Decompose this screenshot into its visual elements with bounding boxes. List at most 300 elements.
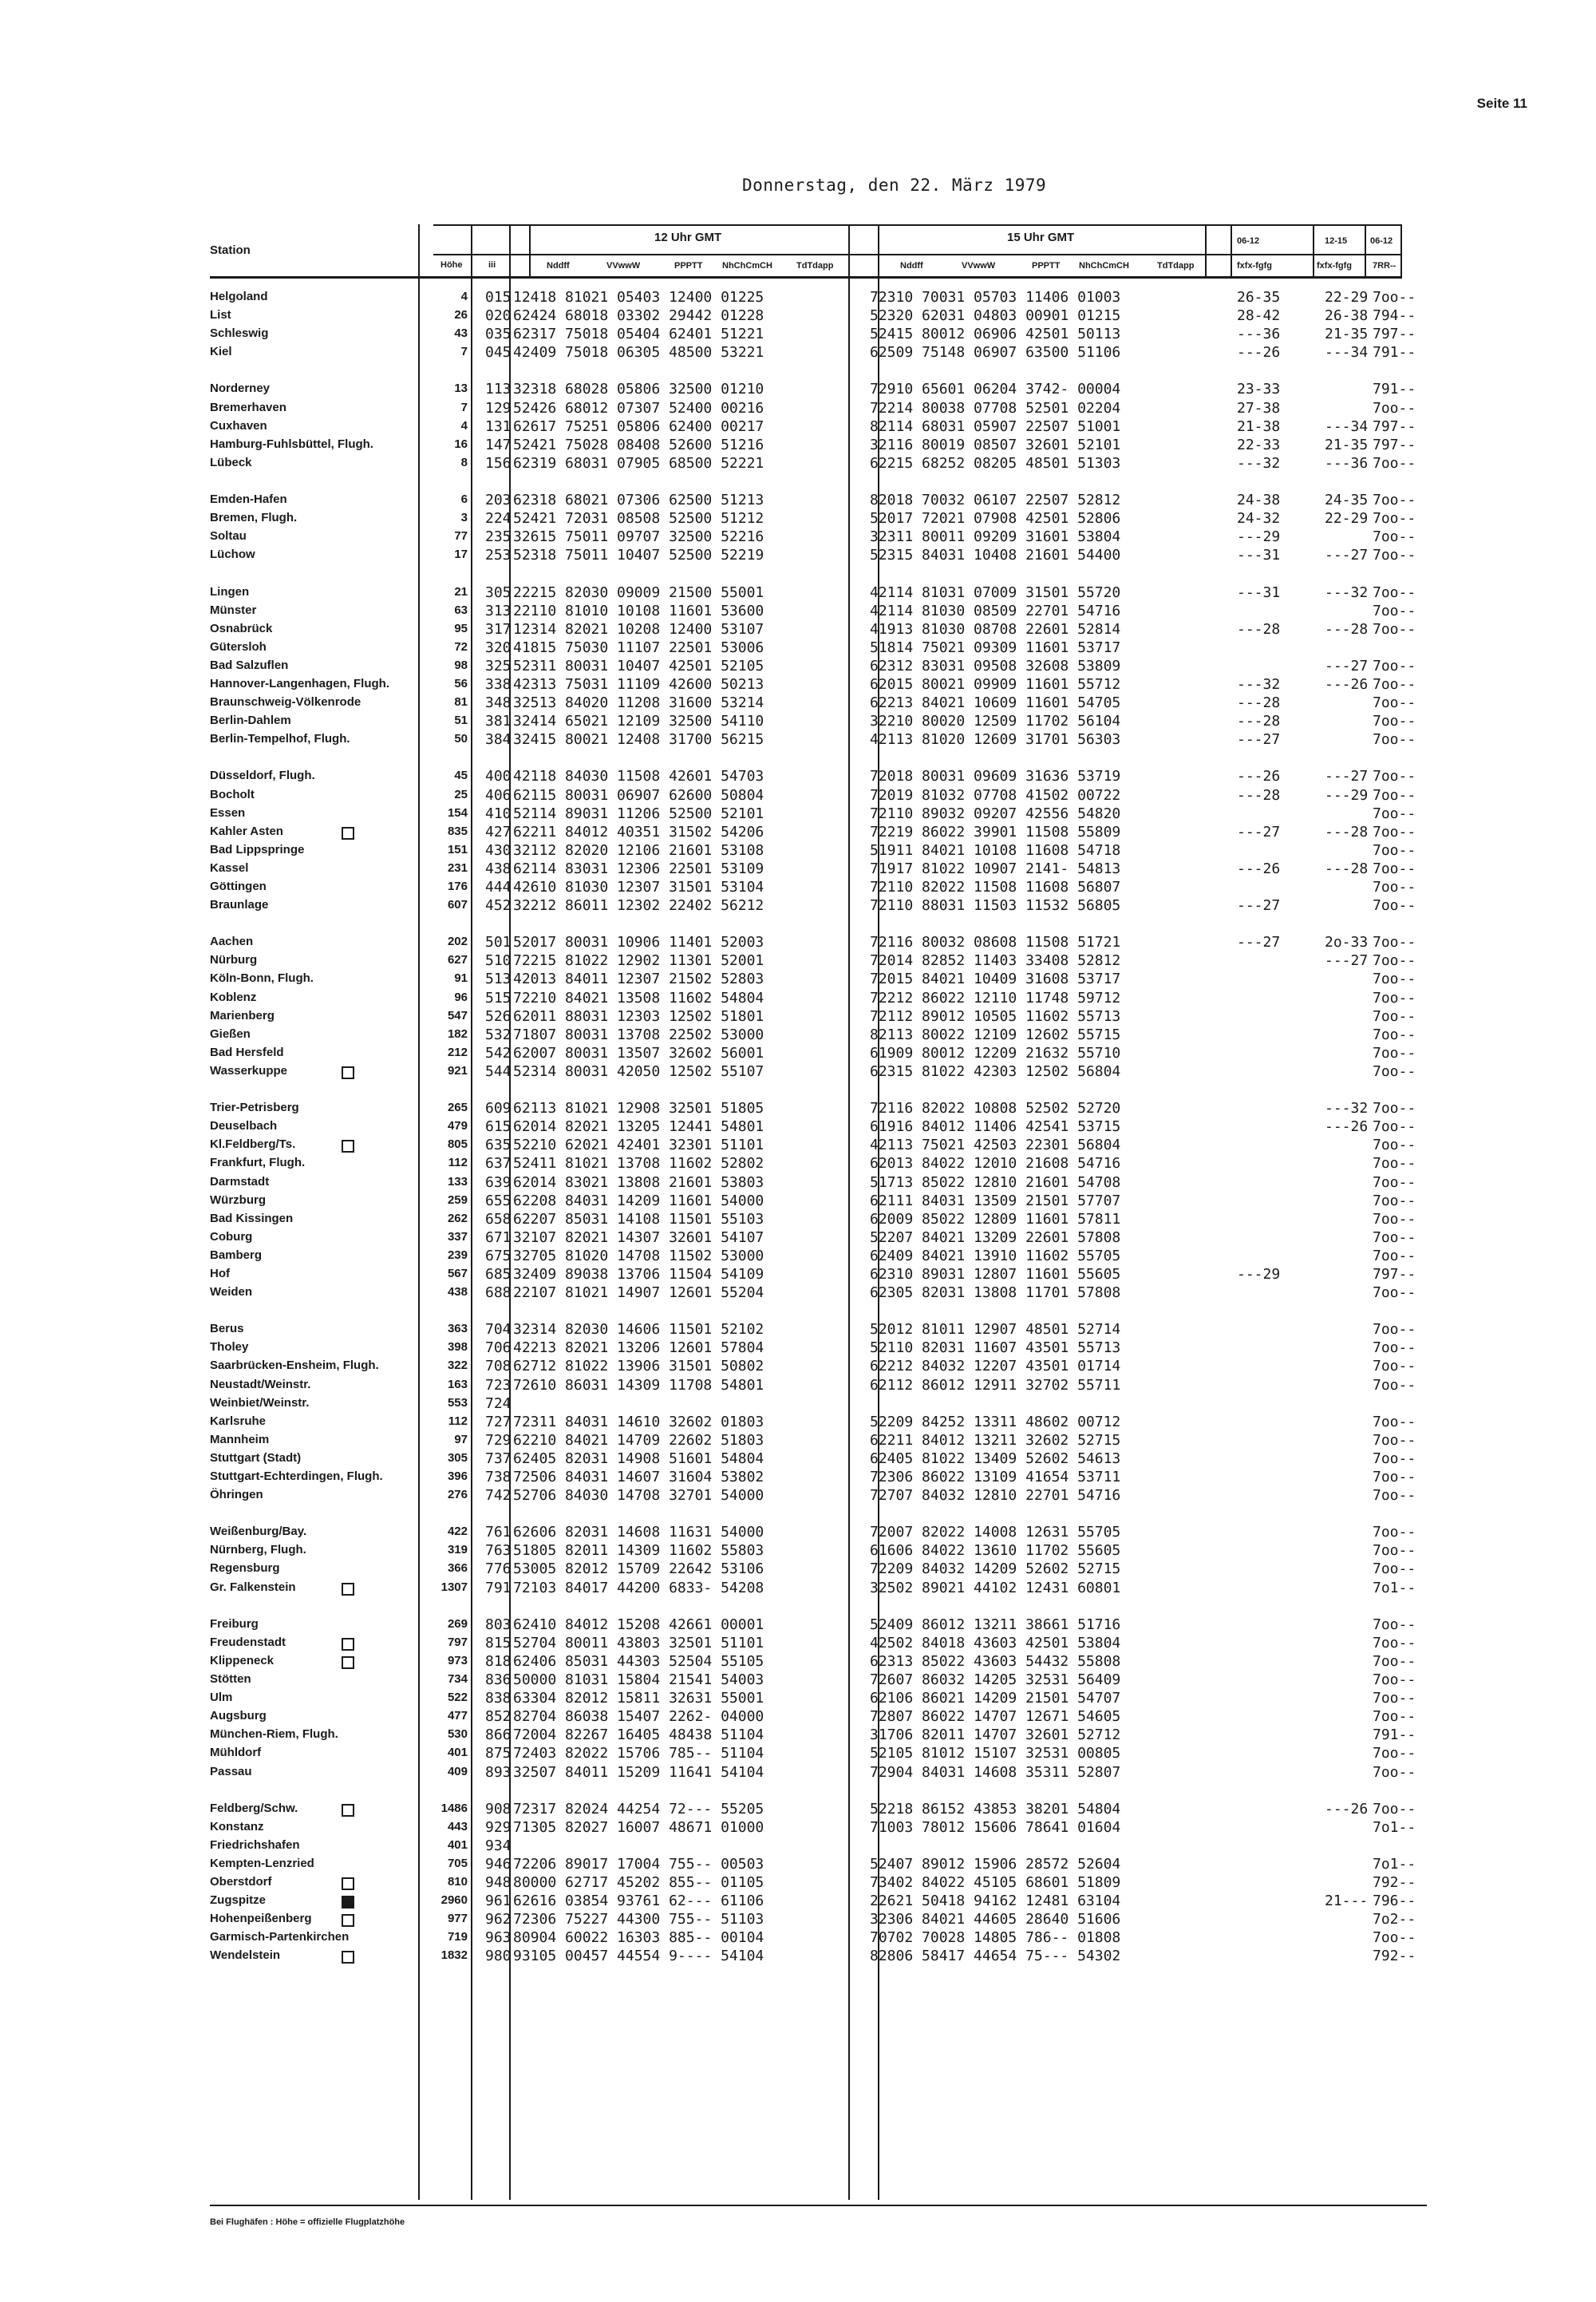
obs-12utc: 62113 81021 12908 32501 51805 — [513, 1100, 764, 1117]
table-row — [0, 1432, 1596, 1450]
obs-12utc: 32507 84011 15209 11641 54104 — [513, 1763, 764, 1781]
table-row — [0, 547, 1596, 565]
group-spacer — [0, 750, 1596, 768]
obs-12utc: 62617 75251 05806 62400 00217 — [513, 417, 764, 435]
station-iii: 113 — [485, 381, 512, 398]
precip-06-12: 7oo-- — [1373, 657, 1416, 674]
iii-column-header: iii — [488, 260, 496, 270]
gmt15-header: 15 Uhr GMT — [1007, 231, 1075, 244]
obs-12utc: 62616 03854 93761 62--- 61106 — [513, 1893, 764, 1910]
station-height: 705 — [447, 1856, 468, 1870]
table-row — [0, 1708, 1596, 1726]
obs-15utc: 72116 82022 10808 52502 52720 — [870, 1100, 1121, 1117]
precip-06-12: 7o1-- — [1373, 1855, 1416, 1873]
table-row — [0, 1450, 1596, 1469]
station-height: 98 — [454, 658, 468, 672]
open-square-icon — [342, 827, 354, 840]
precip-06-12: 7oo-- — [1373, 823, 1416, 841]
obs-12utc: 51805 82011 14309 11602 55803 — [513, 1542, 764, 1560]
station-name: Bad Hersfeld — [210, 1045, 284, 1059]
station-height: 319 — [447, 1543, 468, 1557]
gust-12-15: ---28 — [1325, 823, 1369, 841]
table-row — [0, 879, 1596, 897]
obs-15utc: 52320 62031 04803 00901 01215 — [870, 307, 1121, 325]
station-name: Berlin-Dahlem — [210, 714, 291, 728]
gust-12-15: 22-29 — [1325, 289, 1369, 306]
document-date: Donnerstag, den 22. März 1979 — [742, 176, 1047, 195]
obs-15utc: 52110 82031 11607 43501 55713 — [870, 1339, 1121, 1357]
table-row — [0, 1745, 1596, 1763]
station-name: Bad Kissingen — [210, 1211, 294, 1225]
station-iii: 513 — [485, 971, 512, 988]
table-row — [0, 787, 1596, 805]
station-height: 112 — [448, 1156, 468, 1170]
obs-12utc: 71305 82027 16007 48671 01000 — [513, 1818, 764, 1836]
station-height: 16 — [454, 437, 468, 451]
station-iii: 542 — [485, 1044, 512, 1062]
gust-12-15: 24-35 — [1325, 492, 1369, 509]
table-row — [0, 1690, 1596, 1708]
station-iii: 635 — [485, 1137, 512, 1154]
obs-15utc: 52407 89012 15906 28572 52604 — [870, 1855, 1121, 1873]
station-name: List — [210, 308, 231, 322]
gmt15-sub-3: PPPTT — [1032, 261, 1061, 271]
precip-06-12: 791-- — [1373, 1726, 1416, 1744]
rule-right-edge — [1400, 224, 1402, 279]
station-table — [0, 289, 1596, 1967]
station-iii: 852 — [485, 1708, 512, 1726]
gust-12-15: 22-29 — [1325, 510, 1369, 528]
obs-15utc: 72910 65601 06204 3742- 00004 — [870, 381, 1121, 398]
gust-06-12: 27-38 — [1237, 399, 1281, 417]
obs-12utc: 62712 81022 13906 31501 50802 — [513, 1358, 764, 1375]
obs-12utc: 72215 81022 12902 11301 52001 — [513, 952, 764, 970]
obs-15utc: 62213 84021 10609 11601 54705 — [870, 694, 1121, 712]
obs-12utc: 72306 75227 44300 755-- 51103 — [513, 1911, 764, 1928]
station-height: 269 — [447, 1616, 468, 1631]
precip-06-12: 7oo-- — [1373, 1100, 1416, 1117]
open-square-icon — [342, 1804, 354, 1817]
obs-15utc: 42114 81031 07009 31501 55720 — [870, 583, 1121, 601]
obs-15utc: 62315 81022 42303 12502 56804 — [870, 1062, 1121, 1080]
station-iii: 866 — [485, 1726, 512, 1744]
station-height: 72 — [454, 639, 468, 654]
station-iii: 761 — [485, 1524, 512, 1541]
obs-15utc: 62310 89031 12807 11601 55605 — [870, 1265, 1121, 1283]
obs-12utc: 52311 80031 10407 42501 52105 — [513, 657, 764, 674]
station-name: Gr. Falkenstein — [210, 1580, 296, 1594]
gust-06-12: 26-35 — [1237, 289, 1281, 306]
station-name: Stuttgart-Echterdingen, Flugh. — [210, 1469, 383, 1483]
gust-12-15: ---26 — [1325, 1118, 1369, 1136]
station-iii: 348 — [485, 694, 512, 712]
obs-15utc: 52218 86152 43853 38201 54804 — [870, 1800, 1121, 1817]
station-height: 443 — [447, 1819, 468, 1833]
gust-12-15: 2o-33 — [1325, 934, 1369, 951]
obs-12utc: 50000 81031 15804 21541 54003 — [513, 1671, 764, 1689]
table-row — [0, 1395, 1596, 1414]
station-iii: 815 — [485, 1634, 512, 1651]
obs-15utc: 62409 84021 13910 11602 55705 — [870, 1247, 1121, 1264]
obs-15utc: 62212 84032 12207 43501 01714 — [870, 1358, 1121, 1375]
precip-06-12: 7oo-- — [1373, 1044, 1416, 1062]
station-height: 151 — [447, 842, 468, 856]
gust-12-15: ---27 — [1325, 657, 1369, 674]
obs-15utc: 62112 86012 12911 32702 55711 — [870, 1376, 1121, 1394]
obs-15utc: 82113 80022 12109 12602 55715 — [870, 1026, 1121, 1043]
gust-06-12: ---28 — [1237, 713, 1281, 730]
table-row — [0, 1560, 1596, 1579]
station-iii: 338 — [485, 675, 512, 693]
precip-06-12: 7oo-- — [1373, 1652, 1416, 1670]
station-name: Saarbrücken-Ensheim, Flugh. — [210, 1359, 379, 1373]
gmt12-sub-4: NhChCmCH — [722, 261, 772, 271]
station-name: Osnabrück — [210, 621, 273, 635]
precip-06-12: 7oo-- — [1373, 1247, 1416, 1264]
obs-12utc: 22107 81021 14907 12601 55204 — [513, 1284, 764, 1302]
footer-rule — [210, 2205, 1427, 2206]
table-row — [0, 694, 1596, 713]
table-row — [0, 1026, 1596, 1045]
station-iii: 406 — [485, 786, 512, 804]
precip-06-12: 7oo-- — [1373, 492, 1416, 509]
gust-06-12: ---31 — [1237, 583, 1281, 601]
group-spacer — [0, 565, 1596, 583]
station-iii: 818 — [485, 1652, 512, 1670]
table-row — [0, 676, 1596, 694]
open-square-icon — [342, 1638, 354, 1651]
gust-06-12: 24-32 — [1237, 510, 1281, 528]
station-iii: 723 — [485, 1376, 512, 1394]
station-height: 51 — [454, 714, 468, 728]
table-row — [0, 1008, 1596, 1026]
obs-15utc: 62111 84031 13509 21501 57707 — [870, 1192, 1121, 1209]
obs-12utc: 32414 65021 12109 32500 54110 — [513, 713, 764, 730]
gust-12-15: 21-35 — [1325, 326, 1369, 343]
table-row — [0, 1174, 1596, 1193]
station-name: Ulm — [210, 1691, 233, 1705]
table-row — [0, 1580, 1596, 1598]
station-height: 265 — [447, 1101, 468, 1115]
table-row — [0, 584, 1596, 603]
station-height: 97 — [454, 1432, 468, 1446]
station-height: 25 — [454, 787, 468, 801]
station-height: 176 — [447, 880, 468, 893]
obs-12utc: 42409 75018 06305 48500 53221 — [513, 344, 764, 362]
rule-col-b-left — [1313, 224, 1314, 279]
obs-15utc: 82018 70032 06107 22507 52812 — [870, 492, 1121, 509]
obs-15utc: 52017 72021 07908 42501 52806 — [870, 510, 1121, 528]
precip-06-12: 7oo-- — [1373, 1228, 1416, 1246]
station-name: Mühldorf — [210, 1746, 262, 1760]
station-iii: 381 — [485, 713, 512, 730]
precip-06-12: 7oo-- — [1373, 1634, 1416, 1651]
table-row — [0, 418, 1596, 437]
obs-15utc: 72019 81032 07708 41502 00722 — [870, 786, 1121, 804]
group-spacer — [0, 1782, 1596, 1801]
precip-06-12: 7oo-- — [1373, 971, 1416, 988]
station-height: 973 — [447, 1653, 468, 1667]
precip-06-12: 7oo-- — [1373, 602, 1416, 619]
station-name: Weinbiet/Weinstr. — [210, 1395, 310, 1410]
precip-06-12: 7oo-- — [1373, 1155, 1416, 1173]
rule-col-c-left — [1365, 224, 1366, 279]
header-bottom-rule — [210, 276, 1401, 279]
obs-15utc: 42114 81030 08509 22701 54716 — [870, 602, 1121, 619]
table-row — [0, 1948, 1596, 1966]
gust-06-12: ---28 — [1237, 620, 1281, 638]
obs-15utc: 31706 82011 14707 32601 52712 — [870, 1726, 1121, 1744]
obs-15utc: 51713 85022 12810 21601 54708 — [870, 1173, 1121, 1191]
station-height: 163 — [447, 1377, 468, 1391]
table-row — [0, 1155, 1596, 1173]
table-row — [0, 510, 1596, 528]
obs-12utc: 32107 82021 14307 32601 54107 — [513, 1228, 764, 1246]
obs-15utc: 72310 70031 05703 11406 01003 — [870, 289, 1121, 306]
obs-15utc: 72607 86032 14205 32531 56409 — [870, 1671, 1121, 1689]
station-name: Garmisch-Partenkirchen — [210, 1930, 350, 1944]
station-name: Bremen, Flugh. — [210, 511, 298, 525]
precip-06-12: 7oo-- — [1373, 1469, 1416, 1485]
station-height: 133 — [447, 1174, 468, 1189]
station-iii: 131 — [485, 417, 512, 435]
gust-06-12: ---32 — [1237, 454, 1281, 472]
station-name: Schleswig — [210, 326, 269, 341]
precip-06-12: 7oo-- — [1373, 1376, 1416, 1394]
gust-12-15: 21--- — [1325, 1893, 1369, 1910]
filled-square-icon — [342, 1896, 354, 1908]
station-name: Gießen — [210, 1026, 251, 1041]
obs-12utc: 52411 81021 13708 11602 52802 — [513, 1155, 764, 1173]
gust-06-12: ---26 — [1237, 768, 1281, 785]
station-height: 6 — [460, 492, 468, 507]
obs-12utc: 42013 84011 12307 21502 52803 — [513, 971, 764, 988]
open-square-icon — [342, 1583, 354, 1596]
station-name: Mannheim — [210, 1432, 270, 1446]
obs-15utc: 42113 75021 42503 22301 56804 — [870, 1137, 1121, 1154]
open-square-icon — [342, 1656, 354, 1669]
precip-06-12: 7oo-- — [1373, 1560, 1416, 1578]
open-square-icon — [342, 1914, 354, 1927]
station-height: 231 — [447, 860, 468, 875]
table-row — [0, 1284, 1596, 1303]
obs-15utc: 61606 84022 13610 11702 55605 — [870, 1542, 1121, 1560]
obs-12utc: 62406 85031 44303 52504 55105 — [513, 1652, 764, 1670]
station-name: Helgoland — [210, 290, 268, 303]
station-name: Kassel — [210, 860, 249, 875]
station-height: 63 — [454, 603, 468, 617]
gust-12-15: ---34 — [1325, 417, 1369, 435]
obs-15utc: 62509 75148 06907 63500 51106 — [870, 344, 1121, 362]
table-row — [0, 1764, 1596, 1782]
precip-06-12: 7oo-- — [1373, 841, 1416, 859]
rule-15-right — [1205, 224, 1207, 279]
station-height: 477 — [447, 1709, 468, 1723]
station-iii: 929 — [485, 1818, 512, 1836]
header-15-box-top — [878, 224, 1205, 226]
station-name: Kl.Feldberg/Ts. — [210, 1137, 296, 1152]
station-name: Passau — [210, 1764, 252, 1778]
station-iii: 313 — [485, 602, 512, 619]
station-iii: 320 — [485, 639, 512, 656]
hoehe-column-header: Höhe — [440, 260, 463, 270]
station-height: 21 — [454, 584, 468, 599]
table-row — [0, 1358, 1596, 1376]
table-row — [0, 1524, 1596, 1542]
precip-06-12: 796-- — [1373, 1893, 1416, 1910]
station-iii: 615 — [485, 1118, 512, 1136]
obs-15utc: 32210 80020 12509 11702 56104 — [870, 713, 1121, 730]
obs-15utc: 52207 84021 13209 22601 57808 — [870, 1228, 1121, 1246]
table-row — [0, 1321, 1596, 1339]
station-name: Freudenstadt — [210, 1635, 286, 1649]
obs-12utc: 62410 84012 15208 42661 00001 — [513, 1616, 764, 1633]
precip-06-12: 7oo-- — [1373, 1542, 1416, 1560]
station-name: Weißenburg/Bay. — [210, 1525, 307, 1539]
table-row — [0, 1414, 1596, 1432]
precip-06-12: 7oo-- — [1373, 1210, 1416, 1228]
table-row — [0, 1653, 1596, 1671]
table-row — [0, 400, 1596, 418]
station-height: 4 — [460, 290, 468, 303]
station-name: Marienberg — [210, 1008, 275, 1022]
station-height: 567 — [447, 1266, 468, 1280]
precip-06-12: 7oo-- — [1373, 731, 1416, 749]
obs-12utc: 52017 80031 10906 11401 52003 — [513, 934, 764, 951]
station-name: Braunlage — [210, 898, 269, 912]
obs-12utc: 62014 82021 13205 12441 54801 — [513, 1118, 764, 1136]
obs-15utc: 72707 84032 12810 22701 54716 — [870, 1487, 1121, 1505]
obs-15utc: 52315 84031 10408 21601 54400 — [870, 547, 1121, 564]
precip-06-12: 7oo-- — [1373, 1007, 1416, 1025]
obs-12utc: 52706 84030 14708 32701 54000 — [513, 1487, 764, 1505]
obs-12utc: 42213 82021 13206 12601 57804 — [513, 1339, 764, 1357]
station-iii: 384 — [485, 731, 512, 749]
station-name: München-Riem, Flugh. — [210, 1727, 338, 1742]
table-row — [0, 344, 1596, 362]
table-row — [0, 934, 1596, 952]
station-iii: 020 — [485, 307, 512, 325]
precip-06-12: 7oo-- — [1373, 1173, 1416, 1191]
precip-06-12: 7oo-- — [1373, 879, 1416, 896]
station-name: Würzburg — [210, 1193, 266, 1207]
station-name: Oberstdorf — [210, 1875, 272, 1889]
table-row — [0, 952, 1596, 971]
station-iii: 893 — [485, 1763, 512, 1781]
col-c-subheader: 7RR-- — [1373, 261, 1396, 271]
table-row — [0, 1487, 1596, 1505]
table-row — [0, 713, 1596, 731]
station-height: 26 — [454, 308, 468, 322]
station-iii: 962 — [485, 1911, 512, 1928]
station-iii: 791 — [485, 1579, 512, 1596]
station-name: Stötten — [210, 1672, 251, 1687]
gust-12-15: ---27 — [1325, 768, 1369, 785]
gust-06-12: ---26 — [1237, 860, 1281, 877]
station-iii: 688 — [485, 1284, 512, 1302]
obs-12utc: 62318 68021 07306 62500 51213 — [513, 492, 764, 509]
station-name: Bad Lippspringe — [210, 842, 305, 856]
obs-12utc: 32212 86011 12302 22402 56212 — [513, 897, 764, 915]
gust-12-15: ---32 — [1325, 583, 1369, 601]
precip-06-12: 7oo-- — [1373, 289, 1416, 306]
obs-15utc: 62305 82031 13808 11701 57808 — [870, 1284, 1121, 1302]
gust-12-15: ---27 — [1325, 547, 1369, 564]
group-spacer — [0, 1082, 1596, 1100]
table-row — [0, 1045, 1596, 1063]
obs-15utc: 72116 80032 08608 11508 51721 — [870, 934, 1121, 951]
station-height: 409 — [447, 1764, 468, 1778]
obs-15utc: 72112 89012 10505 11602 55713 — [870, 1007, 1121, 1025]
obs-15utc: 72018 80031 09609 31636 53719 — [870, 768, 1121, 785]
obs-15utc: 52209 84252 13311 48602 00712 — [870, 1413, 1121, 1430]
gust-06-12: 21-38 — [1237, 417, 1281, 435]
station-height: 422 — [447, 1525, 468, 1539]
gmt15-sub-4: NhChCmCH — [1079, 261, 1129, 271]
station-height: 553 — [447, 1395, 468, 1410]
station-iii: 203 — [485, 492, 512, 509]
gust-06-12: ---29 — [1237, 1265, 1281, 1283]
obs-15utc: 72306 86022 13109 41654 53711 — [870, 1469, 1121, 1485]
station-iii: 836 — [485, 1671, 512, 1689]
station-height: 50 — [454, 732, 468, 746]
obs-12utc: 53005 82012 15709 22642 53106 — [513, 1560, 764, 1578]
rule-12-left — [529, 224, 531, 279]
table-row — [0, 860, 1596, 879]
station-height: 719 — [447, 1930, 468, 1944]
station-iii: 015 — [485, 289, 512, 306]
station-height: 401 — [447, 1746, 468, 1760]
obs-12utc: 72403 82022 15706 785-- 51104 — [513, 1745, 764, 1762]
table-row — [0, 289, 1596, 307]
station-name: Darmstadt — [210, 1174, 270, 1189]
station-iii: 742 — [485, 1487, 512, 1505]
station-iii: 838 — [485, 1690, 512, 1707]
table-row — [0, 1819, 1596, 1837]
obs-12utc: 42313 75031 11109 42600 50213 — [513, 675, 764, 693]
obs-12utc: 72317 82024 44254 72--- 55205 — [513, 1800, 764, 1817]
station-iii: 675 — [485, 1247, 512, 1264]
table-row — [0, 1339, 1596, 1358]
gust-06-12: ---27 — [1237, 934, 1281, 951]
obs-15utc: 32116 80019 08507 32601 52101 — [870, 436, 1121, 453]
table-row — [0, 658, 1596, 676]
rule-col-a-left — [1231, 224, 1232, 279]
table-row — [0, 307, 1596, 326]
station-name: Hof — [210, 1266, 230, 1280]
gmt12-header: 12 Uhr GMT — [654, 231, 722, 244]
station-iii: 963 — [485, 1929, 512, 1947]
station-iii: 544 — [485, 1062, 512, 1080]
station-name: Bamberg — [210, 1248, 263, 1262]
precip-06-12: 7oo-- — [1373, 1413, 1416, 1430]
station-iii: 427 — [485, 823, 512, 841]
col-a-header: 06-12 — [1237, 236, 1260, 246]
obs-15utc: 70702 70028 14805 786-- 01808 — [870, 1929, 1121, 1947]
obs-12utc: 62211 84012 40351 31502 54206 — [513, 823, 764, 841]
obs-12utc: 62317 75018 05404 62401 51221 — [513, 326, 764, 343]
obs-15utc: 42113 81020 12609 31701 56303 — [870, 731, 1121, 749]
station-name: Bocholt — [210, 787, 255, 801]
obs-12utc: 62011 88031 12303 12502 51801 — [513, 1007, 764, 1025]
precip-06-12: 7oo-- — [1373, 1690, 1416, 1707]
precip-06-12: 7oo-- — [1373, 1321, 1416, 1339]
table-row — [0, 492, 1596, 510]
table-row — [0, 1137, 1596, 1155]
station-name: Münster — [210, 603, 257, 617]
page-number: Seite 11 — [1476, 96, 1527, 111]
gust-06-12: ---27 — [1237, 731, 1281, 749]
